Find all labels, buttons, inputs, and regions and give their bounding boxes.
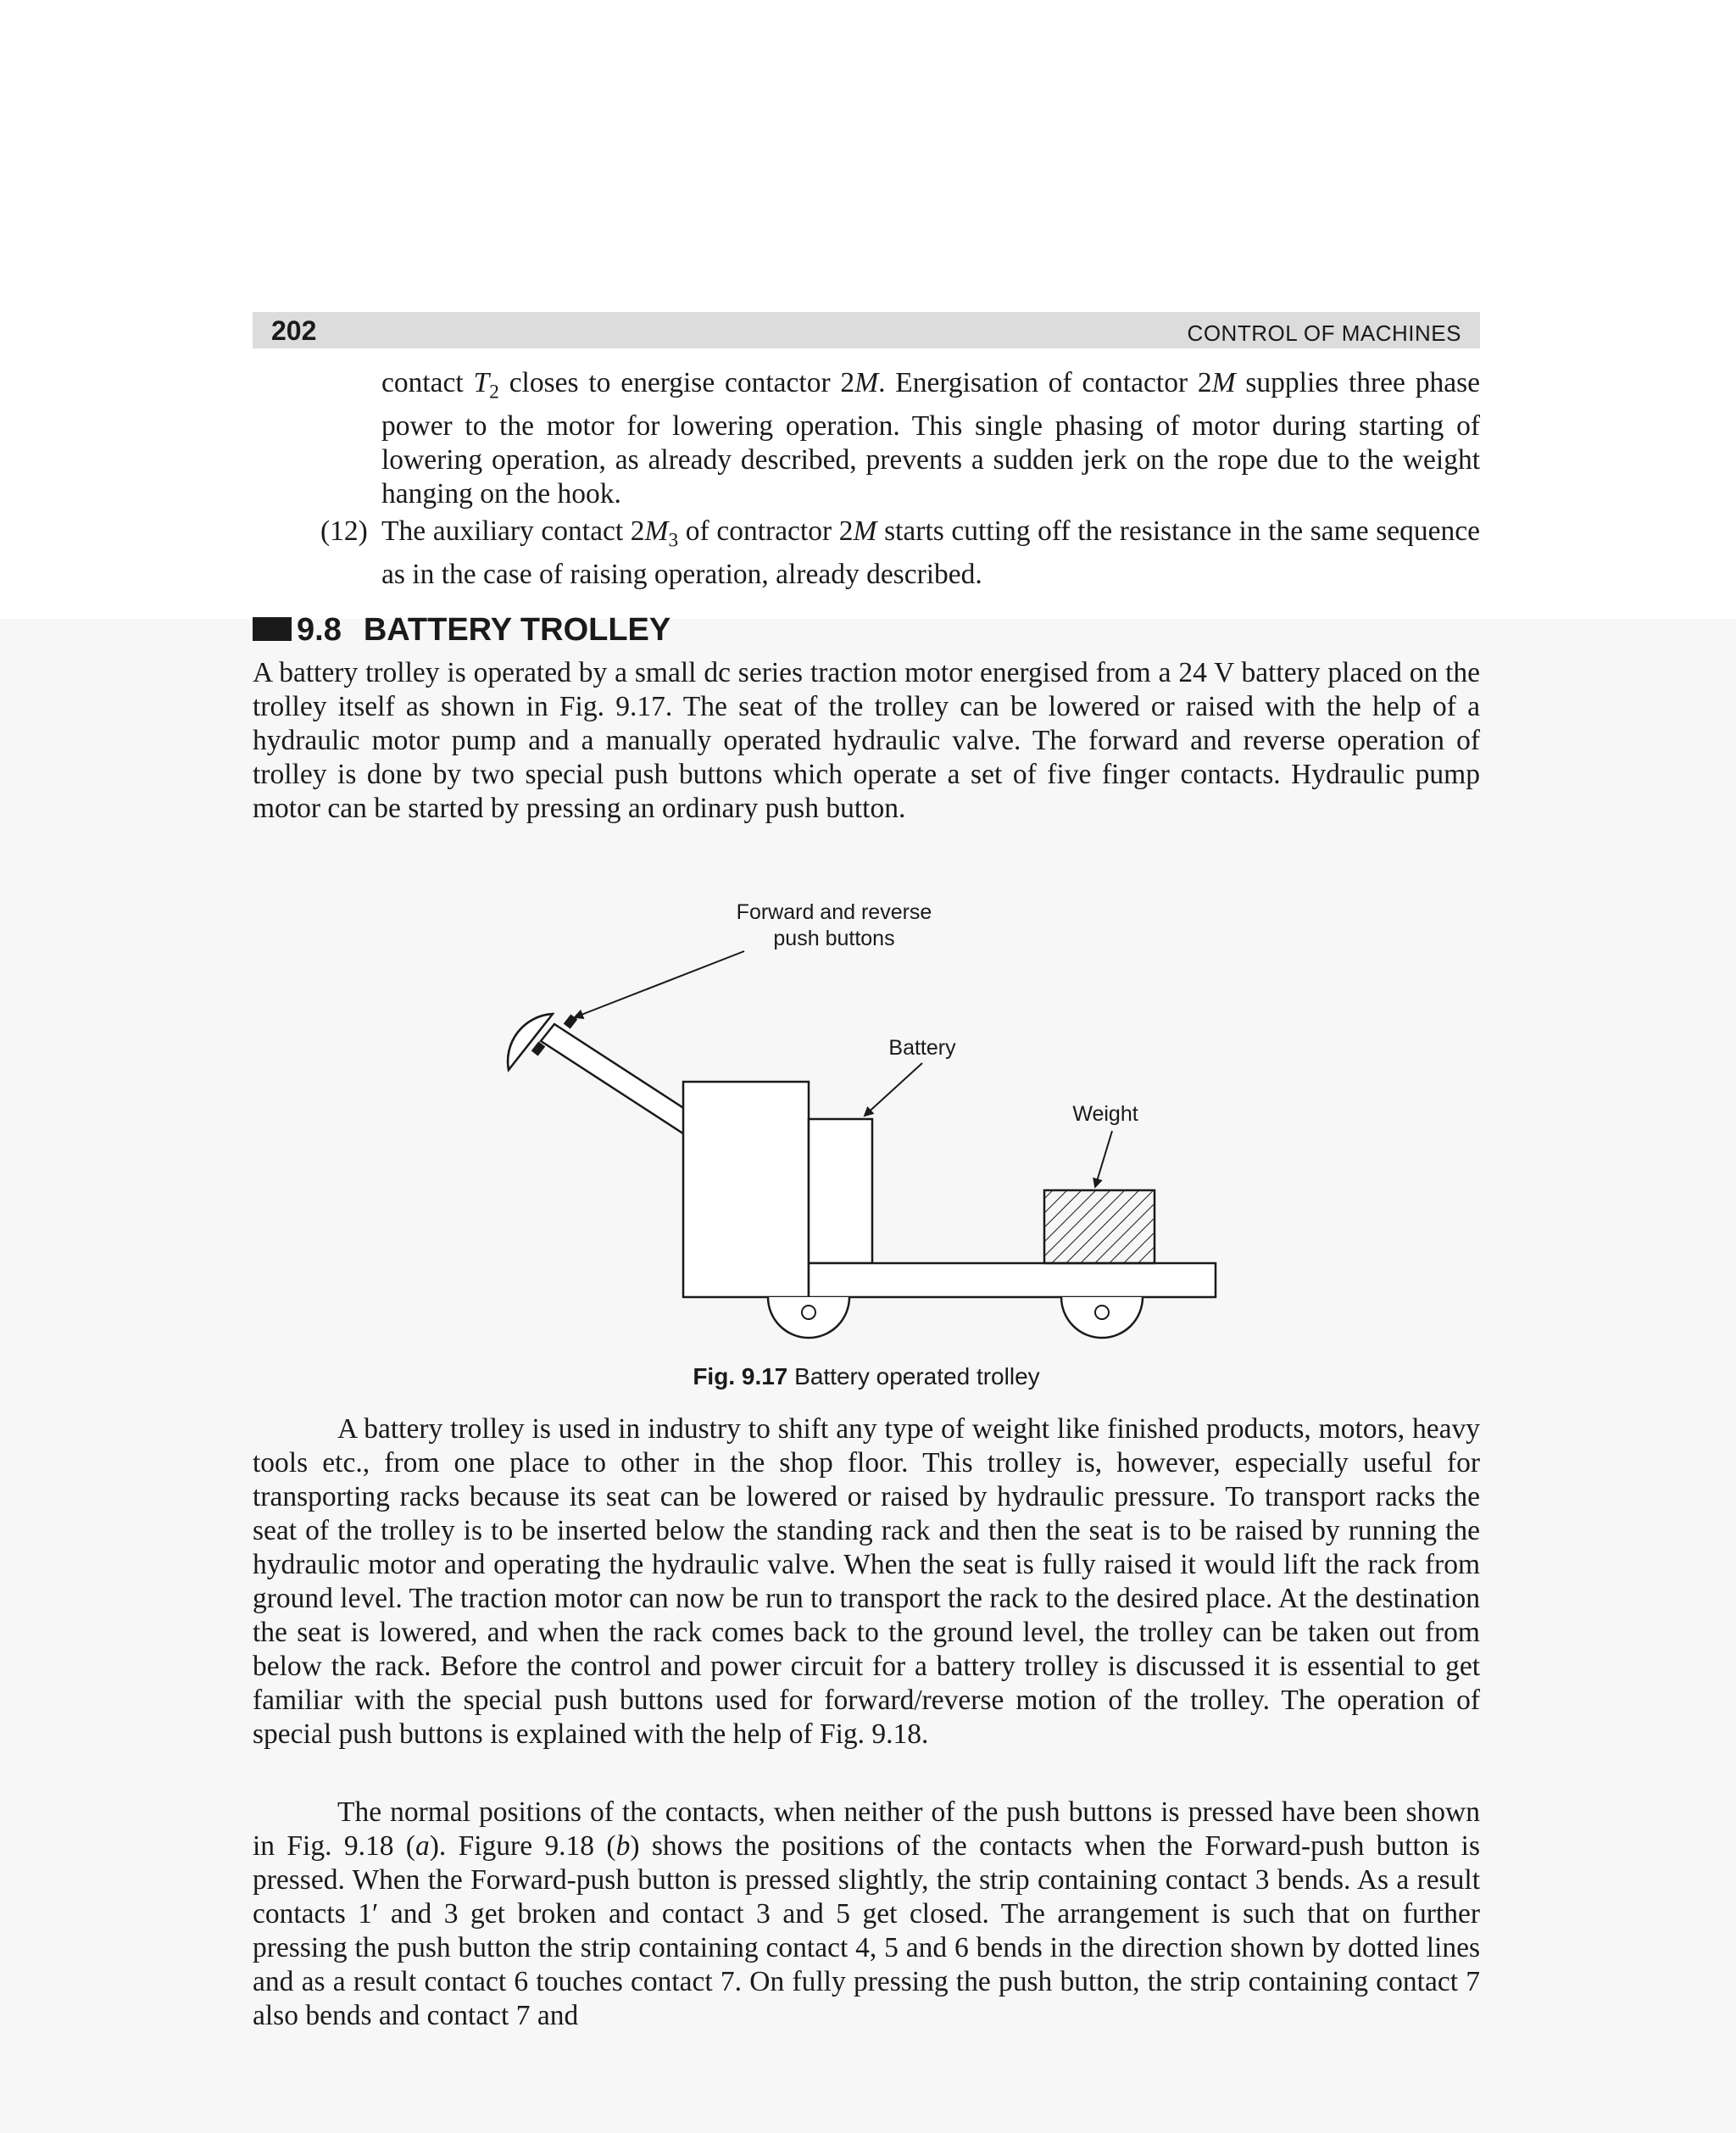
paragraph-contacts: The normal positions of the contacts, when neither of the push buttons is pressed have been shown in Fig. 9.18 (a). Figure 9.18 (b) shows the positions of the contacts when the Forward-push button is pressed. When the Forward-push button is pressed slightly, the strip containing contact 3 bends. As a result contacts 1′ and 3 get broken and contact 3 and 5 get closed. The arrangement is such that on further pressing the push button the strip containing contact 4, 5 and 6 bends in the direction shown by dotted lines and as a result contact 6 touches contact 7. On fully pressing the push button, the strip containing contact 7 also bends and contact 7 and [253,1796,1481,2031]
page-header [253,312,1480,348]
section-heading [253,612,670,653]
figure-caption [253,1363,1480,1390]
section-title: BATTERY TROLLEY [363,612,671,648]
rear-wheel-axle [1095,1306,1109,1319]
list-item-label: (12) [320,515,368,547]
intro-paragraph: A battery trolley is operated by a small dc series traction motor energised from a 24 V battery placed on the trolley itself as shown in Fig. 9.17. The seat of the trolley can be lowered or raised with the help of a hydraulic motor pump and a manually operated hydraulic valve. The forward and reverse operation of trolley is done by two special push buttons which operate a set of five finger contacts. Hydraulic pump motor can be started by pressing an ordinary push button. [253,657,1480,824]
front-wheel-axle [802,1306,815,1319]
figure-number: Fig. 9.17 [693,1363,788,1390]
page-number: 202 [271,315,317,346]
paragraph-usage: A battery trolley is used in industry to shift any type of weight like finished products, motors, heavy tools etc., from one place to other in the shop floor. This trolley is, however, especially useful for transporting racks because its seat can be lowered or raised by hydraulic pressure. To transport racks the seat of the trolley is to be inserted below the standing rack and then the seat is to be raised by running the hydraulic motor and operating the hydraulic valve. When the seat is fully raised it would lift the rack from ground level. The traction motor can now be run to transport the rack to the desired place. At the destination the seat is lowered, and when the rack comes back to the ground level, the trolley can be taken out from below the rack. Before the control and power circuit for a battery trolley is discussed it is essential to get familiar with the special push buttons used for forward/reverse motion of the trolley. The operation of special push buttons is explained with the help of Fig. 9.18. [253,1413,1480,1750]
push-buttons-arrow [575,951,744,1017]
running-title: CONTROL OF MACHINES [1187,320,1461,346]
list-item-12 [320,515,1480,592]
label-push-buttons-line2: push buttons [773,927,895,950]
list-item-text: The auxiliary contact $2M_3$ of contractor 2M starts cutting off the resistance in the same sequence as in the case of raising operation, already described. [381,515,1480,590]
weight-arrow [1095,1131,1112,1187]
trolley-seat-platform [809,1263,1216,1297]
continuation-paragraph: contact $T_2$ closes to energise contactor 2M. Energisation of contactor 2M supplies three phase power to the motor for lowering operation. This single phasing of motor during starting of lowering operation, as already described, prevents a sudden jerk on the rope due to the weight hanging on the hook. [381,367,1480,510]
section-number: 9.8 [297,612,342,648]
weight-block [1044,1190,1155,1263]
label-weight: Weight [1072,1102,1138,1126]
battery-arrow [865,1063,922,1116]
battery-box [809,1119,872,1263]
trolley-body [683,1082,809,1297]
figure-caption-text: Battery operated trolley [787,1363,1040,1390]
section-square-icon [253,617,292,641]
label-battery: Battery [888,1036,956,1060]
trolley-figure [475,890,1238,1348]
label-push-buttons-line1: Forward and reverse [736,900,932,924]
